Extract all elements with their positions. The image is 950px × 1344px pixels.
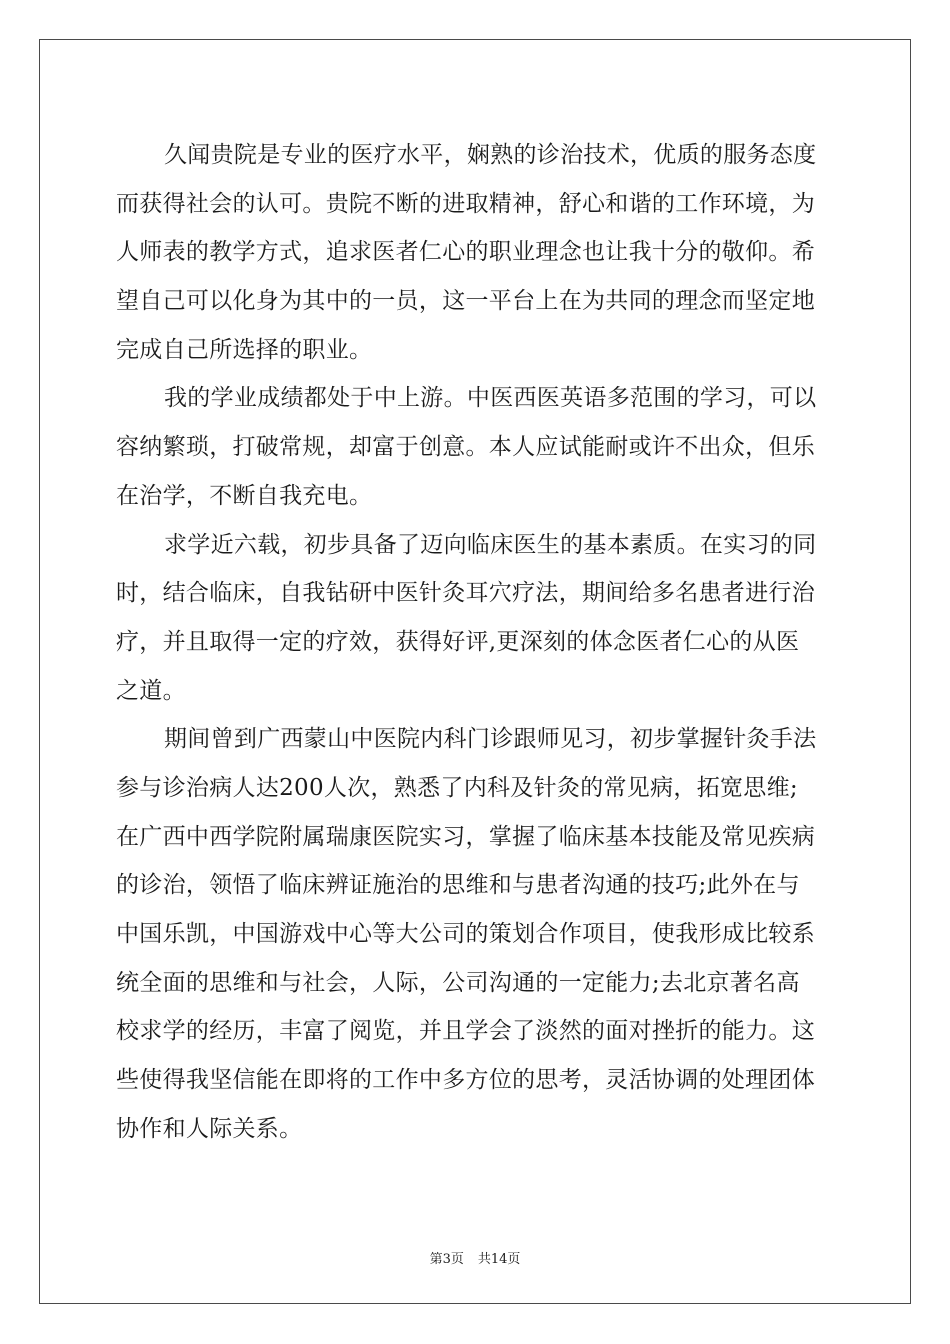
- paragraph-line: 求学近六载，初步具备了迈向临床医生的基本素质。在实习的同: [164, 531, 817, 558]
- paragraph-line: 我的学业成绩都处于中上游。中医西医英语多范围的学习，可以: [164, 385, 817, 412]
- paragraph-line: 而获得社会的认可。贵院不断的进取精神，舒心和谐的工作环境，为: [116, 190, 815, 217]
- paragraph-line: 容纳繁琐，打破常规，却富于创意。本人应试能耐或许不出众，但乐: [116, 434, 815, 461]
- paragraph-line: 人师表的教学方式，追求医者仁心的职业理念也让我十分的敬仰。希: [116, 239, 815, 266]
- page-number: 第3页: [429, 1252, 464, 1267]
- paragraph-line: 望自己可以化身为其中的一员，这一平台上在为共同的理念而坚定地: [116, 288, 815, 315]
- paragraph-line: 参与诊治病人达200人次，熟悉了内科及针灸的常见病，拓宽思维;: [116, 774, 798, 801]
- paragraph-line: 时，结合临床，自我钻研中医针灸耳穴疗法，期间给多名患者进行治: [116, 580, 815, 607]
- paragraph-line: 之道。: [116, 677, 186, 704]
- paragraph-line: 在广西中西学院附属瑞康医院实习，掌握了临床基本技能及常见疾病: [116, 823, 815, 850]
- paragraph-line: 的诊治，领悟了临床辨证施治的思维和与患者沟通的技巧;此外在与: [116, 872, 800, 899]
- paragraph-line: 久闻贵院是专业的医疗水平，娴熟的诊治技术，优质的服务态度: [164, 142, 817, 168]
- paragraph-line: 期间曾到广西蒙山中医院内科门诊跟师见习，初步掌握针灸手法: [164, 726, 817, 753]
- paragraph-line: 些使得我坚信能在即将的工作中多方位的思考，灵活协调的处理团体: [116, 1067, 815, 1094]
- paragraph-line: 统全面的思维和与社会，人际，公司沟通的一定能力;去北京著名高: [116, 969, 800, 996]
- document-body: [116, 131, 836, 1153]
- paragraph-line: 完成自己所选择的职业。: [116, 336, 373, 363]
- page-total: 共14页: [477, 1252, 521, 1267]
- paragraph-line: 校求学的经历，丰富了阅览，并且学会了淡然的面对挫折的能力。这: [116, 1018, 815, 1045]
- paragraph-line: 协作和人际关系。: [116, 1115, 303, 1142]
- page-footer: [0, 1248, 950, 1267]
- paragraph-line: 中国乐凯，中国游戏中心等大公司的策划合作项目，使我形成比较系: [116, 921, 815, 947]
- paragraph-line: 在治学，不断自我充电。: [116, 482, 373, 509]
- paragraph-line: 疗，并且取得一定的疗效，获得好评,更深刻的体念医者仁心的从医: [116, 628, 800, 655]
